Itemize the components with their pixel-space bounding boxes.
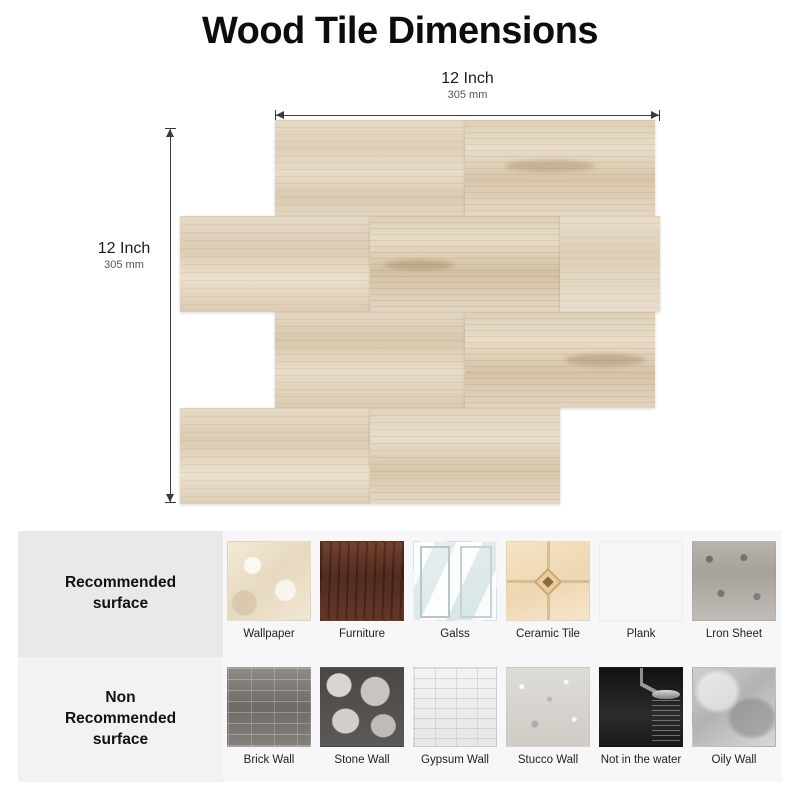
- swatch-label: Furniture: [338, 628, 386, 640]
- list-item: [502, 667, 594, 767]
- left-dimension-label: [78, 240, 170, 271]
- non-recommended-label-line3: surface: [92, 730, 149, 748]
- non-recommended-swatch-list: [223, 657, 782, 782]
- swatch-label: Oily Wall: [711, 754, 757, 766]
- list-item: [223, 541, 315, 641]
- list-item: [502, 541, 594, 641]
- swatch-label: Stucco Wall: [517, 754, 579, 766]
- list-item: [316, 541, 408, 641]
- list-item: [688, 541, 780, 641]
- swatch-label: Ceramic Tile: [516, 628, 580, 640]
- shower-water-swatch: [599, 667, 683, 747]
- wood-tile-mosaic: [180, 120, 660, 505]
- non-recommended-row: [18, 657, 782, 782]
- furniture-swatch: [320, 541, 404, 621]
- recommended-swatch-list: [223, 531, 782, 657]
- horizontal-dimension-arrow: [275, 110, 660, 120]
- list-item: [223, 667, 315, 767]
- wood-tile-plank: [275, 312, 465, 408]
- left-dimension-inch: 12 Inch: [97, 240, 151, 257]
- ceramic-tile-swatch: [506, 541, 590, 621]
- swatch-label: Brick Wall: [243, 754, 295, 766]
- swatch-label: Stone Wall: [334, 754, 390, 766]
- wallpaper-swatch: [227, 541, 311, 621]
- wood-tile-plank: [370, 408, 560, 504]
- oily-wall-swatch: [692, 667, 776, 747]
- non-recommended-label-line2: Recommended: [64, 710, 177, 728]
- top-dimension-inch: 12 Inch: [441, 70, 494, 87]
- recommended-row-label: [18, 531, 223, 657]
- list-item: [409, 541, 501, 641]
- swatch-label: Not in the water: [600, 754, 682, 766]
- wood-tile-plank: [465, 120, 655, 216]
- list-item: [688, 667, 780, 767]
- swatch-label: Lron Sheet: [705, 628, 763, 640]
- brick-wall-swatch: [227, 667, 311, 747]
- surface-recommendation-table: [18, 531, 782, 782]
- gypsum-wall-swatch: [413, 667, 497, 747]
- list-item: [409, 667, 501, 767]
- plank-swatch: [599, 541, 683, 621]
- vertical-dimension-arrow: [165, 128, 176, 503]
- top-dimension-label: [275, 70, 660, 101]
- wood-tile-plank: [465, 312, 655, 408]
- recommended-label-line2: surface: [92, 595, 149, 612]
- wood-tile-plank: [180, 216, 370, 312]
- non-recommended-label-line1: Non: [105, 689, 136, 707]
- page-title: Wood Tile Dimensions: [201, 10, 599, 52]
- wood-tile-plank: [180, 408, 370, 504]
- swatch-label: Wallpaper: [243, 628, 295, 640]
- wood-tile-plank: [275, 120, 465, 216]
- list-item: [316, 667, 408, 767]
- list-item: [595, 541, 687, 641]
- wood-tile-plank: [370, 216, 560, 312]
- glass-swatch: [413, 541, 497, 621]
- left-dimension-mm: 305 mm: [104, 259, 144, 271]
- recommended-label-line1: Recommended: [64, 574, 177, 592]
- recommended-row: [18, 531, 782, 657]
- iron-sheet-swatch: [692, 541, 776, 621]
- stucco-wall-swatch: [506, 667, 590, 747]
- stone-wall-swatch: [320, 667, 404, 747]
- swatch-label: Galss: [440, 628, 470, 640]
- wood-tile-plank: [560, 216, 660, 312]
- non-recommended-row-label: [18, 657, 223, 782]
- swatch-label: Gypsum Wall: [421, 754, 489, 766]
- list-item: [595, 667, 687, 767]
- top-dimension-mm: 305 mm: [447, 89, 488, 101]
- swatch-label: Plank: [626, 628, 656, 640]
